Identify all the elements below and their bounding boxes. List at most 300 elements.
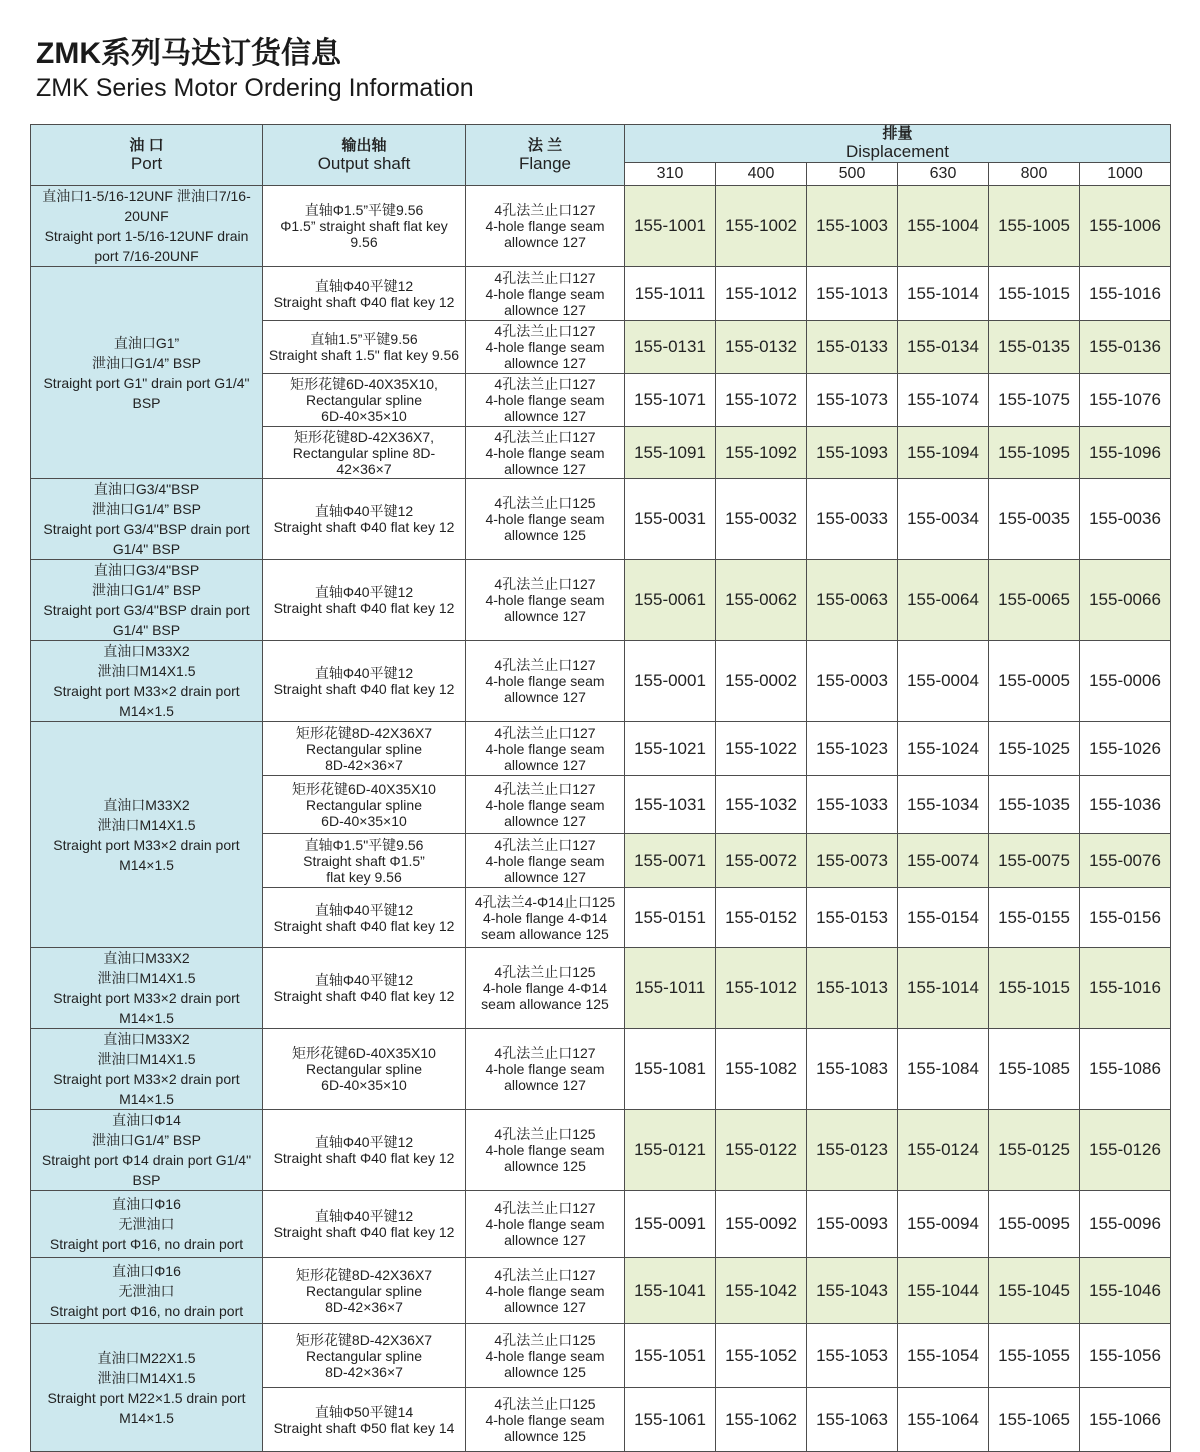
flange-line: allownce 127 <box>504 301 586 318</box>
flange-line: 4孔法兰止口127 <box>494 780 596 797</box>
flange-line: 4孔法兰止口125 <box>494 1331 596 1348</box>
port-cell <box>31 1324 263 1452</box>
part-number-cell: 155-1012 <box>716 267 807 321</box>
flange-line: 4-hole flange seam <box>485 740 605 757</box>
table-row <box>31 479 1171 560</box>
flange-line: 4-hole flange seam <box>485 1142 605 1158</box>
shaft-line: Straight shaft 1.5" flat key 9.56 <box>268 347 460 363</box>
port-line: 直油口M33X2 <box>103 796 190 813</box>
shaft-line: Straight shaft Φ40 flat key 12 <box>273 519 455 535</box>
table-row <box>31 1324 1171 1388</box>
part-number-cell: 155-1093 <box>807 427 898 479</box>
part-number-cell: 155-0092 <box>716 1191 807 1258</box>
shaft-line: 直轴Φ40平键12 <box>314 503 414 519</box>
part-number-cell: 155-1011 <box>625 948 716 1029</box>
header-displacement-value: 800 <box>989 163 1080 186</box>
flange-line: allownce 125 <box>504 1427 586 1444</box>
part-number-cell: 155-1015 <box>989 267 1080 321</box>
flange-cell <box>466 186 625 267</box>
flange-line: 4-hole flange 4-Φ14 <box>482 909 608 926</box>
shaft-line: Straight shaft Φ40 flat key 12 <box>273 600 455 616</box>
flange-cell <box>466 834 625 888</box>
shaft-line: 直轴Φ40平键12 <box>314 1208 414 1224</box>
table-row <box>31 560 1171 641</box>
shaft-line: Rectangular spline <box>306 1061 422 1077</box>
flange-line: allownce 127 <box>504 1298 586 1315</box>
page-title-cn: ZMK系列马达订货信息 <box>36 37 341 70</box>
port-line: 泄油口G1/4” BSP <box>92 501 201 517</box>
flange-line: 4孔法兰止口127 <box>494 657 596 673</box>
port-cell <box>31 186 263 267</box>
shaft-line: Straight shaft Φ50 flat key 14 <box>273 1419 455 1436</box>
flange-line: allownce 125 <box>504 1158 586 1174</box>
part-number-cell: 155-0031 <box>625 479 716 560</box>
part-number-cell: 155-1063 <box>807 1388 898 1452</box>
part-number-cell: 155-0153 <box>807 888 898 948</box>
shaft-line: 直轴Φ40平键12 <box>314 901 414 918</box>
part-number-cell: 155-0123 <box>807 1110 898 1191</box>
part-number-cell: 155-0155 <box>989 888 1080 948</box>
part-number-cell: 155-1085 <box>989 1029 1080 1110</box>
part-number-cell: 155-0154 <box>898 888 989 948</box>
part-number-cell: 155-0136 <box>1080 321 1171 374</box>
shaft-line: 矩形花键6D-40X35X10 <box>292 780 436 797</box>
part-number-cell: 155-0036 <box>1080 479 1171 560</box>
part-number-cell: 155-0093 <box>807 1191 898 1258</box>
port-line: Straight port M33×2 drain port M14×1.5 <box>53 1071 240 1107</box>
flange-line: 4-hole flange seam <box>485 852 605 869</box>
shaft-line: 矩形花键8D-42X36X7 <box>295 1331 433 1348</box>
shaft-line: 8D-42×36×7 <box>325 756 403 773</box>
part-number-cell: 155-1021 <box>625 722 716 776</box>
shaft-cell <box>263 186 466 267</box>
table-row <box>31 267 1171 321</box>
part-number-cell: 155-1073 <box>807 374 898 427</box>
shaft-line: Straight shaft Φ40 flat key 12 <box>273 681 455 697</box>
shaft-line: 直轴Φ40平键12 <box>314 584 414 600</box>
part-number-cell: 155-0133 <box>807 321 898 374</box>
shaft-cell <box>263 776 466 834</box>
shaft-line: Rectangular spline <box>306 392 422 408</box>
port-line: 泄油口M14X1.5 <box>97 816 196 833</box>
port-line: Straight port G3/4"BSP drain port G1/4" BSP <box>43 602 250 638</box>
part-number-cell: 155-0073 <box>807 834 898 888</box>
header-flange <box>466 125 625 186</box>
part-number-cell: 155-1013 <box>807 267 898 321</box>
flange-line: allownce 127 <box>504 355 586 371</box>
shaft-cell <box>263 1324 466 1388</box>
part-number-cell: 155-0034 <box>898 479 989 560</box>
flange-line: allownce 127 <box>504 234 586 250</box>
part-number-cell: 155-0091 <box>625 1191 716 1258</box>
shaft-line: 矩形花键6D-40X35X10, <box>290 376 438 392</box>
part-number-cell: 155-1016 <box>1080 267 1171 321</box>
port-line: 直油口G1” <box>113 334 180 351</box>
shaft-line: 6D-40×35×10 <box>321 812 407 829</box>
port-cell <box>31 267 263 479</box>
part-number-cell: 155-1006 <box>1080 186 1171 267</box>
header-displacement-cn: 排量 <box>882 125 913 142</box>
part-number-cell: 155-0002 <box>716 641 807 722</box>
shaft-cell <box>263 321 466 374</box>
part-number-cell: 155-1051 <box>625 1324 716 1388</box>
port-line: 无泄油口 <box>118 1282 175 1299</box>
shaft-line: Rectangular spline <box>306 740 422 757</box>
flange-cell <box>466 560 625 641</box>
shaft-line: Straight shaft Φ1.5” <box>303 852 425 869</box>
shaft-line: 矩形花键8D-42X36X7 <box>295 724 433 741</box>
part-number-cell: 155-1046 <box>1080 1258 1171 1324</box>
part-number-cell: 155-1014 <box>898 267 989 321</box>
header-displacement-en: Displacement <box>846 142 949 161</box>
shaft-line: Φ1.5” straight shaft flat key 9.56 <box>280 218 448 250</box>
part-number-cell: 155-1054 <box>898 1324 989 1388</box>
shaft-line: Straight shaft Φ40 flat key 12 <box>273 1150 455 1166</box>
part-number-cell: 155-1072 <box>716 374 807 427</box>
part-number-cell: 155-1071 <box>625 374 716 427</box>
shaft-line: 直轴Φ50平键14 <box>314 1403 414 1420</box>
part-number-cell: 155-0131 <box>625 321 716 374</box>
part-number-cell: 155-1014 <box>898 948 989 1029</box>
shaft-line: 8D-42×36×7 <box>325 1298 403 1315</box>
part-number-cell: 155-0095 <box>989 1191 1080 1258</box>
flange-line: 4-hole flange seam <box>485 218 605 234</box>
header-displacement-value: 310 <box>625 163 716 186</box>
part-number-cell: 155-0152 <box>716 888 807 948</box>
shaft-cell <box>263 834 466 888</box>
part-number-cell: 155-1012 <box>716 948 807 1029</box>
part-number-cell: 155-0066 <box>1080 560 1171 641</box>
flange-cell <box>466 776 625 834</box>
shaft-line: Straight shaft Φ40 flat key 12 <box>273 917 455 934</box>
part-number-cell: 155-0094 <box>898 1191 989 1258</box>
part-number-cell: 155-0032 <box>716 479 807 560</box>
part-number-cell: 155-0035 <box>989 479 1080 560</box>
part-number-cell: 155-1064 <box>898 1388 989 1452</box>
shaft-line: Straight shaft Φ40 flat key 12 <box>273 988 455 1004</box>
header-flange-cn: 法 兰 <box>527 136 563 154</box>
shaft-line: Rectangular spline <box>306 1347 422 1364</box>
shaft-line: 6D-40×35×10 <box>321 1077 407 1093</box>
port-line: Straight port M33×2 drain port M14×1.5 <box>53 683 240 719</box>
flange-line: allownce 127 <box>504 460 586 477</box>
part-number-cell: 155-1061 <box>625 1388 716 1452</box>
flange-line: 4孔法兰止口127 <box>494 724 596 741</box>
shaft-line: Straight shaft Φ40 flat key 12 <box>273 1224 455 1240</box>
flange-line: 4-hole flange seam <box>485 339 605 355</box>
part-number-cell: 155-1091 <box>625 427 716 479</box>
part-number-cell: 155-1065 <box>989 1388 1080 1452</box>
shaft-line: 6D-40×35×10 <box>321 408 407 424</box>
flange-line: 4-hole flange seam <box>485 392 605 408</box>
header-port <box>31 125 263 186</box>
shaft-line: Rectangular spline <box>306 796 422 813</box>
shaft-cell <box>263 1388 466 1452</box>
flange-line: allownce 127 <box>504 1077 586 1093</box>
flange-cell <box>466 1029 625 1110</box>
shaft-line: 直轴Φ1.5"平键9.56 <box>304 836 424 853</box>
port-cell <box>31 1191 263 1258</box>
port-cell <box>31 948 263 1029</box>
part-number-cell: 155-1095 <box>989 427 1080 479</box>
port-line: Straight port G3/4"BSP drain port G1/4" BSP <box>43 521 250 557</box>
flange-line: 4孔法兰止口127 <box>494 1045 596 1061</box>
table-row <box>31 186 1171 267</box>
part-number-cell: 155-0134 <box>898 321 989 374</box>
part-number-cell: 155-0072 <box>716 834 807 888</box>
flange-cell <box>466 267 625 321</box>
flange-line: 4孔法兰止口125 <box>494 495 596 511</box>
flange-cell <box>466 1191 625 1258</box>
part-number-cell: 155-0004 <box>898 641 989 722</box>
shaft-cell <box>263 641 466 722</box>
header-displacement <box>625 125 1171 163</box>
page-title-en: ZMK Series Motor Ordering Information <box>36 74 474 102</box>
flange-line: 4-hole flange seam <box>485 673 605 689</box>
part-number-cell: 155-0076 <box>1080 834 1171 888</box>
part-number-cell: 155-0006 <box>1080 641 1171 722</box>
part-number-cell: 155-0121 <box>625 1110 716 1191</box>
flange-line: 4-hole flange seam <box>485 1282 605 1299</box>
flange-line: allownce 125 <box>504 1363 586 1380</box>
shaft-cell <box>263 479 466 560</box>
flange-line: 4孔法兰止口127 <box>494 1266 596 1283</box>
port-line: Straight port 1-5/16-12UNF drain port 7/16-20UNF <box>44 228 249 264</box>
table-row <box>31 1191 1171 1258</box>
flange-cell <box>466 479 625 560</box>
shaft-cell <box>263 948 466 1029</box>
part-number-cell: 155-1031 <box>625 776 716 834</box>
port-line: 泄油口G1/4” BSP <box>92 1132 201 1148</box>
part-number-cell: 155-1033 <box>807 776 898 834</box>
part-number-cell: 155-1042 <box>716 1258 807 1324</box>
flange-line: allownce 127 <box>504 756 586 773</box>
part-number-cell: 155-0065 <box>989 560 1080 641</box>
port-line: 泄油口M14X1.5 <box>97 663 196 679</box>
part-number-cell: 155-1052 <box>716 1324 807 1388</box>
part-number-cell: 155-0156 <box>1080 888 1171 948</box>
header-displacement-value: 1000 <box>1080 163 1171 186</box>
part-number-cell: 155-0061 <box>625 560 716 641</box>
port-line: Straight port M33×2 drain port M14×1.5 <box>53 836 240 873</box>
header-displacement-value: 630 <box>898 163 989 186</box>
part-number-cell: 155-1086 <box>1080 1029 1171 1110</box>
port-line: 直油口Φ14 <box>112 1112 181 1128</box>
part-number-cell: 155-1056 <box>1080 1324 1171 1388</box>
flange-cell <box>466 427 625 479</box>
flange-cell <box>466 641 625 722</box>
port-line: 泄油口M14X1.5 <box>97 1051 196 1067</box>
part-number-cell: 155-0125 <box>989 1110 1080 1191</box>
part-number-cell: 155-0126 <box>1080 1110 1171 1191</box>
port-line: Straight port Φ16, no drain port <box>49 1302 244 1319</box>
shaft-line: Rectangular spline <box>306 1282 422 1299</box>
part-number-cell: 155-1076 <box>1080 374 1171 427</box>
flange-line: allownce 125 <box>504 527 586 543</box>
shaft-cell <box>263 1110 466 1191</box>
part-number-cell: 155-1082 <box>716 1029 807 1110</box>
part-number-cell: 155-1053 <box>807 1324 898 1388</box>
part-number-cell: 155-1032 <box>716 776 807 834</box>
flange-line: 4孔法兰止口127 <box>494 202 596 218</box>
port-line: 泄油口G1/4” BSP <box>92 354 201 371</box>
shaft-line: Rectangular spline 8D- <box>292 444 436 461</box>
flange-line: allownce 127 <box>504 608 586 624</box>
port-line: 直油口G3/4"BSP <box>93 481 200 497</box>
part-number-cell: 155-0124 <box>898 1110 989 1191</box>
part-number-cell: 155-1005 <box>989 186 1080 267</box>
port-line: Straight port Φ14 drain port G1/4" BSP <box>41 1152 252 1188</box>
flange-cell <box>466 1388 625 1452</box>
header-port-en: Port <box>130 153 163 173</box>
flange-line: seam allowance 125 <box>481 925 609 942</box>
part-number-cell: 155-0063 <box>807 560 898 641</box>
flange-cell <box>466 722 625 776</box>
part-number-cell: 155-1084 <box>898 1029 989 1110</box>
part-number-cell: 155-1041 <box>625 1258 716 1324</box>
part-number-cell: 155-0075 <box>989 834 1080 888</box>
part-number-cell: 155-0064 <box>898 560 989 641</box>
flange-line: 4孔法兰止口125 <box>494 1395 596 1412</box>
header-shaft <box>263 125 466 186</box>
port-cell <box>31 1110 263 1191</box>
port-line: 直油口G3/4"BSP <box>93 562 200 578</box>
port-cell <box>31 479 263 560</box>
part-number-cell: 155-1026 <box>1080 722 1171 776</box>
shaft-line: 直轴Φ40平键12 <box>314 1134 414 1150</box>
shaft-cell <box>263 1191 466 1258</box>
ordering-table <box>30 124 1171 1452</box>
part-number-cell: 155-1074 <box>898 374 989 427</box>
part-number-cell: 155-1025 <box>989 722 1080 776</box>
shaft-cell <box>263 267 466 321</box>
port-line: 直油口M33X2 <box>103 1031 190 1047</box>
port-cell <box>31 1258 263 1324</box>
flange-cell <box>466 1258 625 1324</box>
part-number-cell: 155-1011 <box>625 267 716 321</box>
flange-cell <box>466 1324 625 1388</box>
port-line: 直油口1-5/16-12UNF 泄油口7/16-20UNF <box>42 188 251 224</box>
flange-line: 4孔法兰止口125 <box>494 964 596 980</box>
flange-line: 4孔法兰止口127 <box>494 428 596 445</box>
part-number-cell: 155-1081 <box>625 1029 716 1110</box>
flange-line: allownce 127 <box>504 408 586 424</box>
shaft-line: 矩形花键8D-42X36X7, <box>293 428 435 445</box>
part-number-cell: 155-0135 <box>989 321 1080 374</box>
part-number-cell: 155-0122 <box>716 1110 807 1191</box>
shaft-line: 8D-42×36×7 <box>325 1363 403 1380</box>
part-number-cell: 155-1096 <box>1080 427 1171 479</box>
header-displacement-value: 500 <box>807 163 898 186</box>
port-line: 直油口Φ16 <box>112 1196 181 1212</box>
flange-line: allownce 127 <box>504 812 586 829</box>
shaft-cell <box>263 427 466 479</box>
table-row <box>31 948 1171 1029</box>
part-number-cell: 155-0096 <box>1080 1191 1171 1258</box>
part-number-cell: 155-0001 <box>625 641 716 722</box>
flange-line: 4-hole flange seam <box>485 1061 605 1077</box>
header-shaft-en: Output shaft <box>317 153 411 173</box>
part-number-cell: 155-1075 <box>989 374 1080 427</box>
port-line: 无泄油口 <box>118 1216 175 1232</box>
shaft-cell <box>263 374 466 427</box>
port-line: 直油口M33X2 <box>103 950 190 966</box>
shaft-line: 直轴Φ40平键12 <box>314 665 414 681</box>
flange-cell <box>466 1110 625 1191</box>
shaft-line: 直轴Φ40平键12 <box>314 277 414 294</box>
port-line: Straight port M33×2 drain port M14×1.5 <box>53 990 240 1026</box>
flange-line: 4孔法兰止口127 <box>494 269 596 286</box>
port-line: 直油口M22X1.5 <box>97 1349 196 1366</box>
part-number-cell: 155-1066 <box>1080 1388 1171 1452</box>
part-number-cell: 155-1036 <box>1080 776 1171 834</box>
header-port-cn: 油 口 <box>129 136 164 154</box>
flange-cell <box>466 374 625 427</box>
shaft-line: 矩形花键6D-40X35X10 <box>292 1045 436 1061</box>
port-line: 泄油口M14X1.5 <box>97 970 196 986</box>
flange-line: allownce 127 <box>504 689 586 705</box>
flange-line: 4-hole flange seam <box>485 1216 605 1232</box>
port-line: Straight port Φ16, no drain port <box>49 1236 244 1252</box>
shaft-line: 矩形花键8D-42X36X7 <box>295 1266 433 1283</box>
shaft-line: 直轴Φ1.5”平键9.56 <box>304 202 424 218</box>
part-number-cell: 155-0005 <box>989 641 1080 722</box>
part-number-cell: 155-0033 <box>807 479 898 560</box>
part-number-cell: 155-0151 <box>625 888 716 948</box>
part-number-cell: 155-1044 <box>898 1258 989 1324</box>
shaft-line: flat key 9.56 <box>326 868 402 885</box>
table-row <box>31 1258 1171 1324</box>
part-number-cell: 155-1015 <box>989 948 1080 1029</box>
port-line: Straight port M22×1.5 drain port M14×1.5 <box>47 1389 246 1426</box>
shaft-cell <box>263 888 466 948</box>
shaft-cell <box>263 1258 466 1324</box>
part-number-cell: 155-1016 <box>1080 948 1171 1029</box>
part-number-cell: 155-1045 <box>989 1258 1080 1324</box>
shaft-line: 直轴Φ40平键12 <box>314 972 414 988</box>
port-cell <box>31 722 263 948</box>
port-line: 直油口Φ16 <box>112 1262 181 1279</box>
port-line: Straight port G1" drain port G1/4" BSP <box>43 374 250 411</box>
flange-cell <box>466 948 625 1029</box>
port-cell <box>31 641 263 722</box>
shaft-line: Straight shaft Φ40 flat key 12 <box>273 293 455 310</box>
port-cell <box>31 1029 263 1110</box>
flange-line: 4-hole flange seam <box>485 444 605 461</box>
table-row <box>31 1029 1171 1110</box>
shaft-cell <box>263 1029 466 1110</box>
part-number-cell: 155-1062 <box>716 1388 807 1452</box>
part-number-cell: 155-1034 <box>898 776 989 834</box>
table-row <box>31 722 1171 776</box>
flange-line: 4孔法兰止口127 <box>494 1200 596 1216</box>
flange-line: 4-hole flange seam <box>485 592 605 608</box>
part-number-cell: 155-0003 <box>807 641 898 722</box>
part-number-cell: 155-0071 <box>625 834 716 888</box>
flange-line: allownce 127 <box>504 868 586 885</box>
part-number-cell: 155-1024 <box>898 722 989 776</box>
port-cell <box>31 560 263 641</box>
shaft-cell <box>263 722 466 776</box>
flange-line: 4-hole flange seam <box>485 511 605 527</box>
part-number-cell: 155-0074 <box>898 834 989 888</box>
part-number-cell: 155-1013 <box>807 948 898 1029</box>
header-shaft-cn: 输出轴 <box>341 136 387 154</box>
flange-line: 4-hole flange seam <box>485 285 605 302</box>
flange-cell <box>466 888 625 948</box>
table-row <box>31 641 1171 722</box>
flange-cell <box>466 321 625 374</box>
